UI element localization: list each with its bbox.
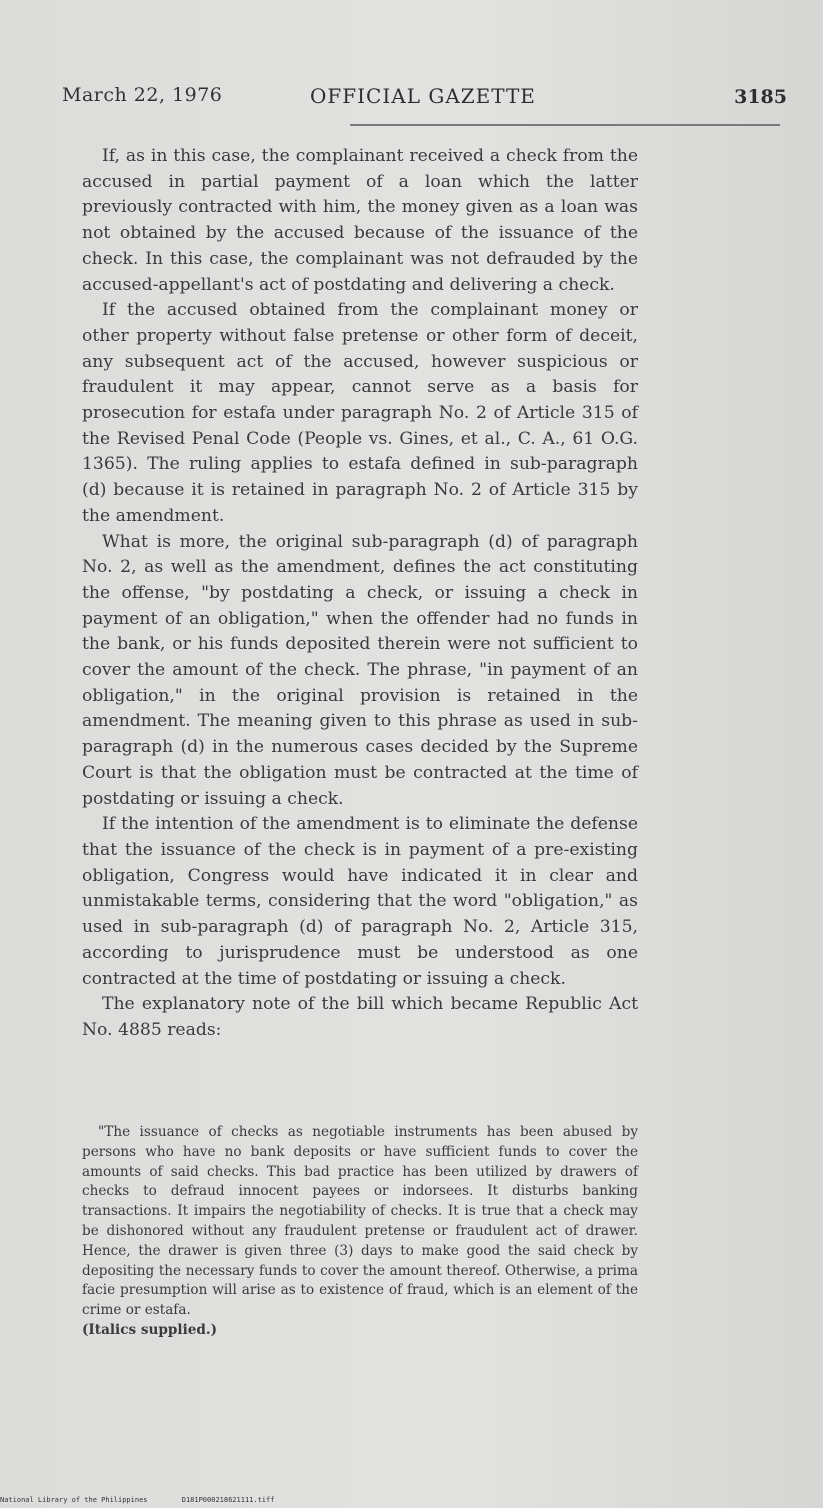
header-rule (350, 124, 780, 126)
paragraph-5: The explanatory note of the bill which became Republic Act No. 4885 reads: (82, 994, 638, 1040)
body-text (82, 144, 638, 1044)
header-title: OFFICIAL GAZETTE (310, 84, 536, 108)
paragraph-4: If the intention of the amendment is to eliminate the defense that the issuance of the check is in payment of a pre-existing obligation, Congress would have indicated it in clear and unmistakable terms, considering that the word "obligation," as used in sub-paragraph (d) of paragraph No. 2, Article 315, according to jurisprudence must be understood as one contracted at the time of postdating or issuing a check. (82, 814, 638, 989)
block-quote (82, 1123, 638, 1341)
scan-footer (0, 1496, 304, 1504)
header-date: March 22, 1976 (62, 84, 223, 106)
paragraph-2: If the accused obtained from the complainant money or other property without false pretense or other form of deceit, any subsequent act of the accused, however suspicious or fraudulent it may appear, cannot serve as a basis for prosecution for estafa under paragraph No. 2 of Article 315 of the Revised Penal Code (People vs. Gines, et al., C. A., 61 O.G. 1365). The ruling applies to estafa defined in sub-paragraph (d) because it is retained in paragraph No. 2 of Article 315 by the amendment. (82, 300, 638, 526)
page-number: 3185 (734, 86, 787, 108)
italics-note: (Italics supplied.) (82, 1321, 218, 1338)
paragraph-3: What is more, the original sub-paragraph (d) of paragraph No. 2, as well as the amendment, defines the act constituting the offense, "by postdating a check, or issuing a check in payment of an obligation," when the offender had no funds in the bank, or his funds deposited therein were not sufficient to cover the amount of the check. The phrase, "in payment of an obligation," in the original provision is retained in the amendment. The meaning given to this phrase as used in sub-paragraph (d) in the numerous cases decided by the Supreme Court is that the obligation must be contracted at the time of postdating or issuing a check. (82, 531, 638, 809)
running-head (62, 84, 787, 114)
footer-filename: D181P000218621111.tiff (181, 1496, 275, 1504)
quote-text: "The issuance of checks as negotiable instruments has been abused by persons who have no bank deposits or have sufficient funds to cover the amounts of said checks. This bad practice has been utilized by drawers of checks to defraud innocent payees or indorsees. It disturbs banking transactions. It impairs the negotiability of checks. It is true that a check may be dishonored without any fraudulent pretense or fraudulent act of drawer. Hence, the drawer is given three (3) days to make good the said check by depositing the necessary funds to cover the amount thereof. Otherwise, a prima facie presumption will arise as to existence of fraud, which is an element of the crime or estafa. (82, 1124, 638, 1319)
paragraph-1: If, as in this case, the complainant received a check from the accused in partial payment of a loan which the latter previously contracted with him, the money given as a loan was not obtained by the accused because of the issuance of the check. In this case, the complainant was not defrauded by the accused-appellant's act of postdating and delivering a check. (82, 146, 638, 295)
footer-source: National Library of the Philippines (0, 1496, 148, 1504)
